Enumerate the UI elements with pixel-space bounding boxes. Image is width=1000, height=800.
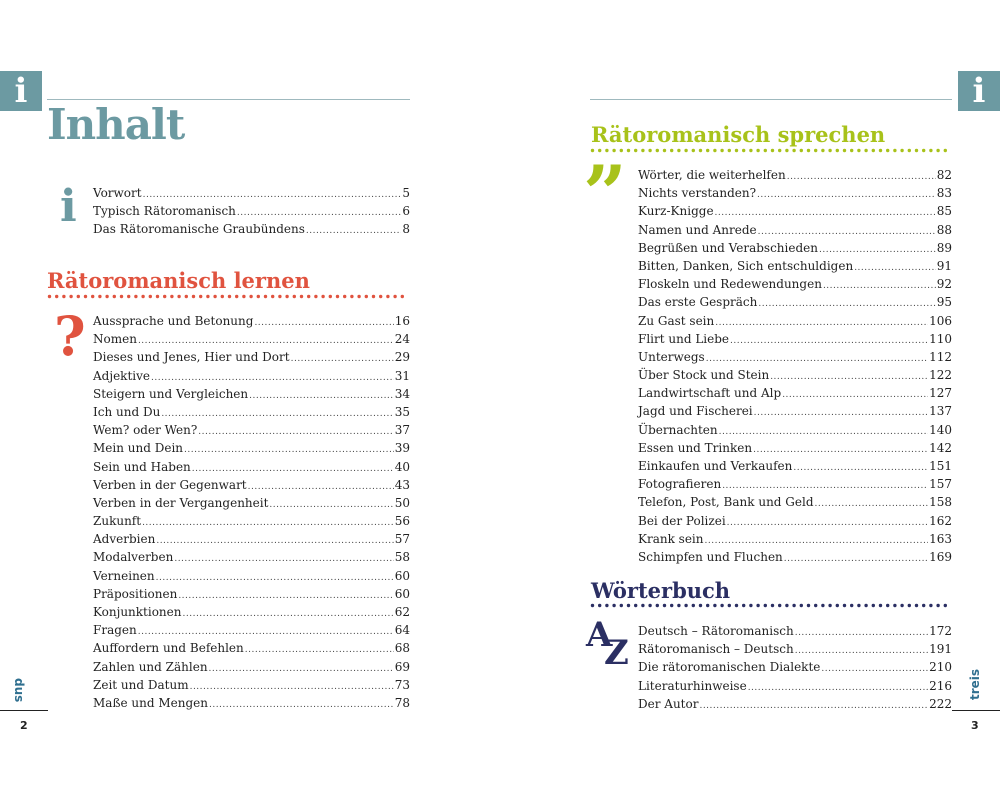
toc-entry	[638, 475, 952, 493]
toc-entry-title: Namen und Anrede	[638, 222, 757, 237]
a-z-icon	[586, 615, 632, 673]
toc-leader-dots	[209, 696, 394, 714]
toc-entry	[93, 348, 410, 366]
toc-entry-title: Verneinen	[93, 568, 155, 583]
toc-entry	[638, 530, 952, 548]
toc-entry-title: Schimpfen und Fluchen	[638, 549, 783, 564]
toc-entry-title: Der Autor	[638, 696, 699, 711]
toc-entry-page: 95	[936, 295, 952, 310]
toc-entry-page: 222	[929, 696, 952, 711]
toc-entry-page: 216	[929, 678, 952, 693]
toc-entry-page: 157	[929, 477, 952, 492]
toc-entry-title: Mein und Dein	[93, 441, 184, 456]
toc-entry	[638, 166, 952, 184]
toc-entry-title: Das Rätoromanische Graubündens	[93, 222, 305, 237]
toc-entry-page: 151	[929, 459, 952, 473]
toc-entry-page: 31	[394, 368, 410, 383]
toc-entry-page: 89	[936, 240, 952, 255]
toc-entry-title: Kurz-Knigge	[638, 204, 714, 219]
toc-entry-page: 43	[394, 477, 410, 492]
toc-leader-dots	[715, 314, 928, 332]
toc-leader-dots	[306, 222, 402, 240]
toc-entry-page: 110	[929, 331, 952, 346]
toc-entry	[93, 512, 410, 530]
toc-entry-page: 57	[394, 532, 410, 547]
toc-entry-title: Fragen	[93, 623, 137, 638]
toc-entry	[93, 530, 410, 548]
toc-entry	[638, 622, 952, 640]
toc-entry	[638, 457, 952, 475]
section-dots-woerterbuch	[590, 603, 952, 608]
toc-leader-dots	[730, 332, 928, 350]
toc-leader-dots	[787, 168, 936, 186]
section-dots-sprechen	[590, 148, 952, 153]
toc-leader-dots	[754, 404, 928, 422]
intro-i-icon: i	[60, 181, 77, 232]
toc-leader-dots	[782, 386, 928, 404]
toc-entry-title: Konjunktionen	[93, 605, 182, 619]
toc-entry-title: Unterwegs	[638, 349, 705, 364]
footer-rule-right	[952, 710, 1000, 711]
toc-entry	[638, 677, 952, 695]
toc-entry-page: 122	[929, 368, 952, 383]
section-title-lernen: Rätoromanisch lernen	[47, 268, 310, 293]
toc-entry-title: Rätoromanisch – Deutsch	[638, 642, 794, 657]
toc-leader-dots	[823, 277, 936, 295]
toc-entry-page: 92	[936, 277, 952, 292]
toc-entry	[638, 330, 952, 348]
toc-leader-dots	[758, 295, 935, 313]
toc-entry	[638, 658, 952, 676]
toc-entry-title: Zukunft	[93, 514, 142, 529]
toc-entry-title: Verben in der Vergangenheit	[93, 495, 269, 510]
toc-entry-title: Übernachten	[638, 422, 718, 437]
header-rule-right	[590, 99, 952, 100]
toc-entry	[93, 184, 410, 202]
toc-leader-dots	[184, 441, 394, 459]
toc-entry-title: Zu Gast sein	[638, 313, 715, 328]
z-letter-icon: Z	[604, 633, 629, 673]
toc-entry-title: Flirt und Liebe	[638, 331, 730, 346]
toc-entry-page: 6	[402, 204, 410, 219]
toc-intro-list	[93, 184, 410, 239]
toc-entry-page: 140	[929, 422, 952, 437]
toc-entry-title: Modalverben	[93, 550, 174, 565]
toc-entry-title: Wem? oder Wen?	[93, 423, 198, 438]
toc-leader-dots	[699, 697, 928, 715]
toc-entry-title: Vorwort	[93, 186, 142, 200]
toc-leader-dots	[291, 350, 394, 368]
toc-entry-title: Verben in der Gegenwart	[93, 477, 247, 492]
toc-entry	[638, 439, 952, 457]
toc-entry-title: Telefon, Post, Bank und Geld	[638, 495, 814, 510]
toc-entry-title: Begrüßen und Verabschieden	[638, 240, 818, 255]
toc-entry	[93, 220, 410, 238]
toc-entry	[93, 694, 410, 712]
toc-entry	[93, 330, 410, 348]
toc-entry	[638, 402, 952, 420]
section-title-sprechen: Rätoromanisch sprechen	[591, 122, 886, 147]
toc-entry	[638, 493, 952, 511]
toc-entry	[93, 494, 410, 512]
toc-entry-title: Zeit und Datum	[93, 677, 189, 692]
toc-lernen-list	[93, 312, 410, 712]
toc-entry-page: 40	[394, 459, 410, 474]
info-tab-icon: i	[0, 71, 42, 111]
toc-entry-page: 29	[394, 350, 410, 365]
toc-entry	[93, 367, 410, 385]
toc-entry	[93, 585, 410, 603]
toc-leader-dots	[793, 459, 928, 477]
toc-entry-page: 112	[929, 349, 952, 364]
toc-entry-page: 50	[394, 495, 410, 510]
toc-entry-title: Zahlen und Zählen	[93, 659, 208, 674]
toc-leader-dots	[727, 514, 928, 532]
toc-entry	[93, 621, 410, 639]
toc-leader-dots	[854, 259, 936, 277]
footer-rule-left	[0, 710, 48, 711]
toc-leader-dots	[156, 569, 394, 587]
toc-leader-dots	[209, 660, 394, 678]
toc-woerterbuch-list	[638, 622, 952, 713]
toc-entry-page: 69	[394, 659, 410, 674]
toc-entry-title: Wörter, die weiterhelfen	[638, 168, 786, 182]
toc-leader-dots	[198, 423, 393, 441]
toc-leader-dots	[770, 368, 928, 386]
toc-leader-dots	[190, 678, 394, 696]
toc-entry-page: 16	[394, 314, 410, 328]
toc-entry	[638, 239, 952, 257]
toc-entry	[93, 312, 410, 330]
toc-entry	[93, 439, 410, 457]
toc-entry-page: 127	[929, 386, 952, 401]
toc-entry-title: Floskeln und Redewendungen	[638, 277, 822, 292]
toc-entry	[638, 202, 952, 220]
toc-entry-page: 39	[394, 441, 410, 456]
toc-entry-page: 172	[929, 624, 952, 638]
toc-entry-title: Steigern und Vergleichen	[93, 386, 249, 401]
toc-entry-page: 56	[394, 514, 410, 529]
toc-entry-page: 88	[936, 222, 952, 237]
toc-leader-dots	[784, 550, 928, 568]
toc-leader-dots	[254, 314, 393, 332]
toc-entry	[93, 639, 410, 657]
toc-leader-dots	[142, 514, 394, 532]
toc-leader-dots	[245, 641, 394, 659]
toc-entry-page: 162	[929, 513, 952, 528]
toc-leader-dots	[174, 550, 393, 568]
page-word-left: dus	[12, 678, 26, 703]
quote-mark-icon: ”	[583, 149, 627, 238]
toc-entry	[638, 312, 952, 330]
toc-entry	[638, 275, 952, 293]
toc-entry	[93, 421, 410, 439]
toc-entry	[93, 458, 410, 476]
question-mark-icon: ?	[54, 304, 86, 368]
toc-entry-page: 106	[929, 313, 952, 328]
toc-entry-title: Fotografieren	[638, 477, 722, 492]
toc-entry-page: 85	[936, 204, 952, 219]
toc-entry-title: Die rätoromanischen Dialekte	[638, 660, 821, 675]
toc-entry-title: Über Stock und Stein	[638, 368, 770, 383]
toc-entry-page: 82	[936, 168, 952, 182]
toc-leader-dots	[249, 387, 394, 405]
toc-entry-page: 60	[394, 586, 410, 601]
toc-entry-page: 62	[394, 605, 410, 619]
toc-entry	[638, 184, 952, 202]
toc-entry	[638, 421, 952, 439]
toc-entry	[638, 512, 952, 530]
section-title-woerterbuch: Wörterbuch	[591, 578, 731, 603]
toc-leader-dots	[815, 495, 929, 513]
toc-entry-title: Krank sein	[638, 531, 704, 546]
toc-leader-dots	[269, 496, 393, 514]
toc-entry-title: Adverbien	[93, 532, 156, 547]
toc-entry-title: Präpositionen	[93, 586, 178, 601]
toc-leader-dots	[178, 587, 393, 605]
toc-entry	[93, 385, 410, 403]
toc-entry	[638, 348, 952, 366]
toc-entry-title: Sein und Haben	[93, 459, 191, 474]
toc-entry-page: 64	[394, 623, 410, 638]
toc-leader-dots	[183, 605, 394, 623]
toc-entry-page: 142	[929, 440, 952, 455]
toc-entry	[638, 257, 952, 275]
toc-entry	[638, 548, 952, 566]
toc-entry-title: Das erste Gespräch	[638, 295, 758, 310]
toc-entry-page: 35	[394, 404, 410, 419]
toc-entry	[93, 676, 410, 694]
toc-leader-dots	[748, 679, 928, 697]
toc-entry	[638, 384, 952, 402]
page-title: Inhalt	[47, 100, 185, 149]
toc-entry-page: 58	[394, 550, 410, 565]
toc-entry-title: Dieses und Jenes, Hier und Dort	[93, 350, 290, 365]
toc-entry	[638, 366, 952, 384]
toc-entry-page: 8	[402, 222, 410, 237]
toc-entry-title: Landwirtschaft und Alp	[638, 386, 782, 401]
toc-entry	[93, 476, 410, 494]
toc-entry	[93, 603, 410, 621]
toc-entry-page: 210	[929, 660, 952, 675]
toc-entry-page: 68	[394, 641, 410, 656]
page-number-left: 2	[20, 719, 28, 732]
toc-entry	[638, 640, 952, 658]
toc-entry-title: Bei der Polizei	[638, 513, 726, 528]
toc-leader-dots	[156, 532, 393, 550]
toc-entry-page: 34	[394, 386, 410, 401]
toc-entry-title: Nomen	[93, 332, 137, 347]
section-dots-lernen	[47, 294, 410, 299]
page-number-right: 3	[971, 719, 979, 732]
page-word-right: treis	[968, 668, 982, 700]
info-tab-icon: i	[958, 71, 1000, 111]
toc-entry	[638, 293, 952, 311]
toc-entry-title: Jagd und Fischerei	[638, 404, 753, 419]
toc-sprechen-list	[638, 166, 952, 566]
toc-entry-page: 158	[929, 495, 952, 510]
toc-entry-page: 60	[394, 568, 410, 583]
toc-entry-title: Aussprache und Betonung	[93, 314, 254, 328]
toc-entry-title: Auffordern und Befehlen	[93, 641, 244, 656]
toc-entry-page: 37	[394, 423, 410, 438]
toc-entry-page: 78	[394, 695, 410, 710]
toc-entry-page: 83	[936, 186, 952, 201]
toc-entry	[93, 658, 410, 676]
toc-entry-page: 163	[929, 531, 952, 546]
toc-leader-dots	[795, 624, 928, 642]
toc-entry-title: Nichts verstanden?	[638, 186, 757, 201]
toc-leader-dots	[757, 186, 936, 204]
toc-entry-page: 191	[929, 642, 952, 657]
toc-entry-title: Maße und Mengen	[93, 695, 208, 710]
toc-entry-title: Essen und Trinken	[638, 440, 753, 455]
toc-entry	[93, 403, 410, 421]
toc-entry-page: 24	[394, 332, 410, 347]
a-letter-icon: A	[586, 615, 613, 655]
toc-entry-title: Ich und Du	[93, 404, 161, 419]
toc-entry-title: Deutsch – Rätoromanisch	[638, 624, 794, 638]
toc-entry-page: 169	[929, 549, 952, 564]
toc-entry	[93, 567, 410, 585]
toc-entry	[93, 202, 410, 220]
toc-entry-title: Typisch Rätoromanisch	[93, 204, 236, 219]
toc-leader-dots	[821, 660, 928, 678]
toc-leader-dots	[248, 478, 394, 496]
toc-entry	[638, 695, 952, 713]
toc-entry-page: 137	[929, 404, 952, 419]
toc-entry-title: Literaturhinweise	[638, 678, 747, 693]
toc-entry	[638, 221, 952, 239]
toc-entry-title: Bitten, Danken, Sich entschuldigen	[638, 258, 854, 273]
toc-entry-page: 73	[394, 677, 410, 692]
toc-entry-page: 5	[402, 186, 410, 200]
toc-entry-title: Einkaufen und Verkaufen	[638, 459, 793, 473]
toc-entry-title: Adjektive	[93, 368, 150, 383]
toc-entry	[93, 548, 410, 566]
toc-entry-page: 91	[936, 258, 952, 273]
